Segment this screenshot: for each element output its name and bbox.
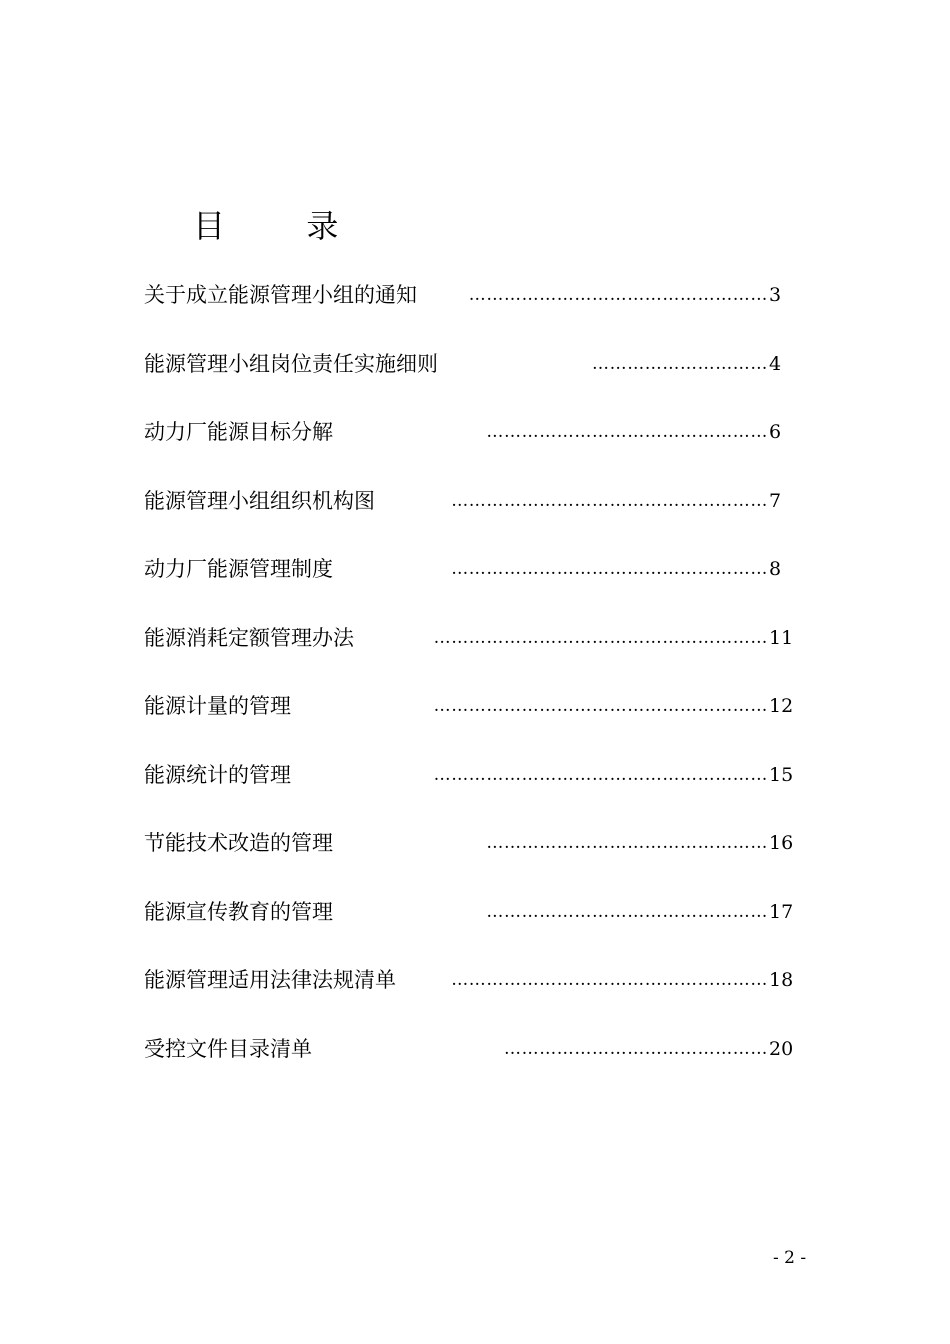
toc-entry-label: 能源管理适用法律法规清单: [144, 968, 396, 992]
toc-entry-leader: …………………………………………: [486, 901, 768, 922]
toc-entry[interactable]: [144, 1032, 804, 1101]
toc-entry-label: 动力厂能源目标分解: [144, 420, 333, 444]
toc-entry-label: 能源消耗定额管理办法: [144, 625, 354, 650]
toc-entry-label: 受控文件目录清单: [144, 1036, 312, 1061]
toc-entry-page: 7: [769, 489, 782, 512]
toc-entry-leader: ………………………………………………: [451, 970, 768, 990]
toc-entry-label: 动力厂能源管理制度: [144, 557, 333, 581]
toc-entry-page: 16: [769, 832, 794, 854]
toc-entry-label: 能源管理小组岗位责任实施细则: [144, 351, 438, 376]
toc-entry[interactable]: [144, 484, 804, 553]
toc-entry-leader: ………………………………………………: [451, 490, 768, 511]
toc-entry-leader: …………………………………………………: [433, 627, 768, 648]
toc-entry[interactable]: [144, 895, 804, 964]
toc-entry[interactable]: [144, 826, 804, 895]
toc-entry-label: 能源统计的管理: [144, 762, 291, 787]
toc-entry-page: 8: [769, 558, 782, 580]
toc-entry-label: 节能技术改造的管理: [144, 831, 333, 855]
toc-entry-page: 20: [769, 1037, 794, 1060]
toc-entry-page: 15: [769, 763, 794, 786]
toc-entry-label: 关于成立能源管理小组的通知: [144, 283, 417, 307]
toc-entry-page: 3: [769, 284, 782, 306]
toc-entry[interactable]: [144, 621, 804, 690]
page-number: - 2 -: [773, 1248, 807, 1268]
toc-entry-page: 4: [769, 352, 782, 375]
toc-entry[interactable]: [144, 758, 804, 827]
toc-entry-page: 17: [769, 900, 794, 923]
toc-entry-leader: …………………………: [592, 353, 768, 374]
toc-entry-leader: …………………………………………: [486, 422, 768, 442]
toc-entry-leader: ………………………………………: [504, 1038, 768, 1059]
toc-entry-page: 18: [769, 969, 794, 991]
toc-entry[interactable]: [144, 689, 804, 758]
toc-entry-label: 能源宣传教育的管理: [144, 899, 333, 924]
toc-entry[interactable]: [144, 347, 804, 416]
toc-entry-leader: …………………………………………………: [433, 696, 768, 716]
toc-entry-page: 11: [769, 626, 794, 649]
toc-entry-leader: …………………………………………………: [433, 764, 768, 785]
toc-entry-leader: ………………………………………………: [451, 559, 768, 579]
toc-entry[interactable]: [144, 278, 804, 347]
toc-entry[interactable]: [144, 415, 804, 484]
toc-entry-page: 12: [769, 695, 794, 717]
toc-entry-label: 能源计量的管理: [144, 694, 291, 718]
toc-entry-leader: ……………………………………………: [468, 285, 768, 305]
table-of-contents: [144, 278, 804, 1100]
toc-entry-page: 6: [769, 421, 782, 443]
toc-entry[interactable]: [144, 552, 804, 621]
toc-entry[interactable]: [144, 963, 804, 1032]
toc-title: 目 录: [193, 207, 339, 245]
toc-entry-label: 能源管理小组组织机构图: [144, 488, 375, 513]
toc-entry-leader: …………………………………………: [486, 833, 768, 853]
